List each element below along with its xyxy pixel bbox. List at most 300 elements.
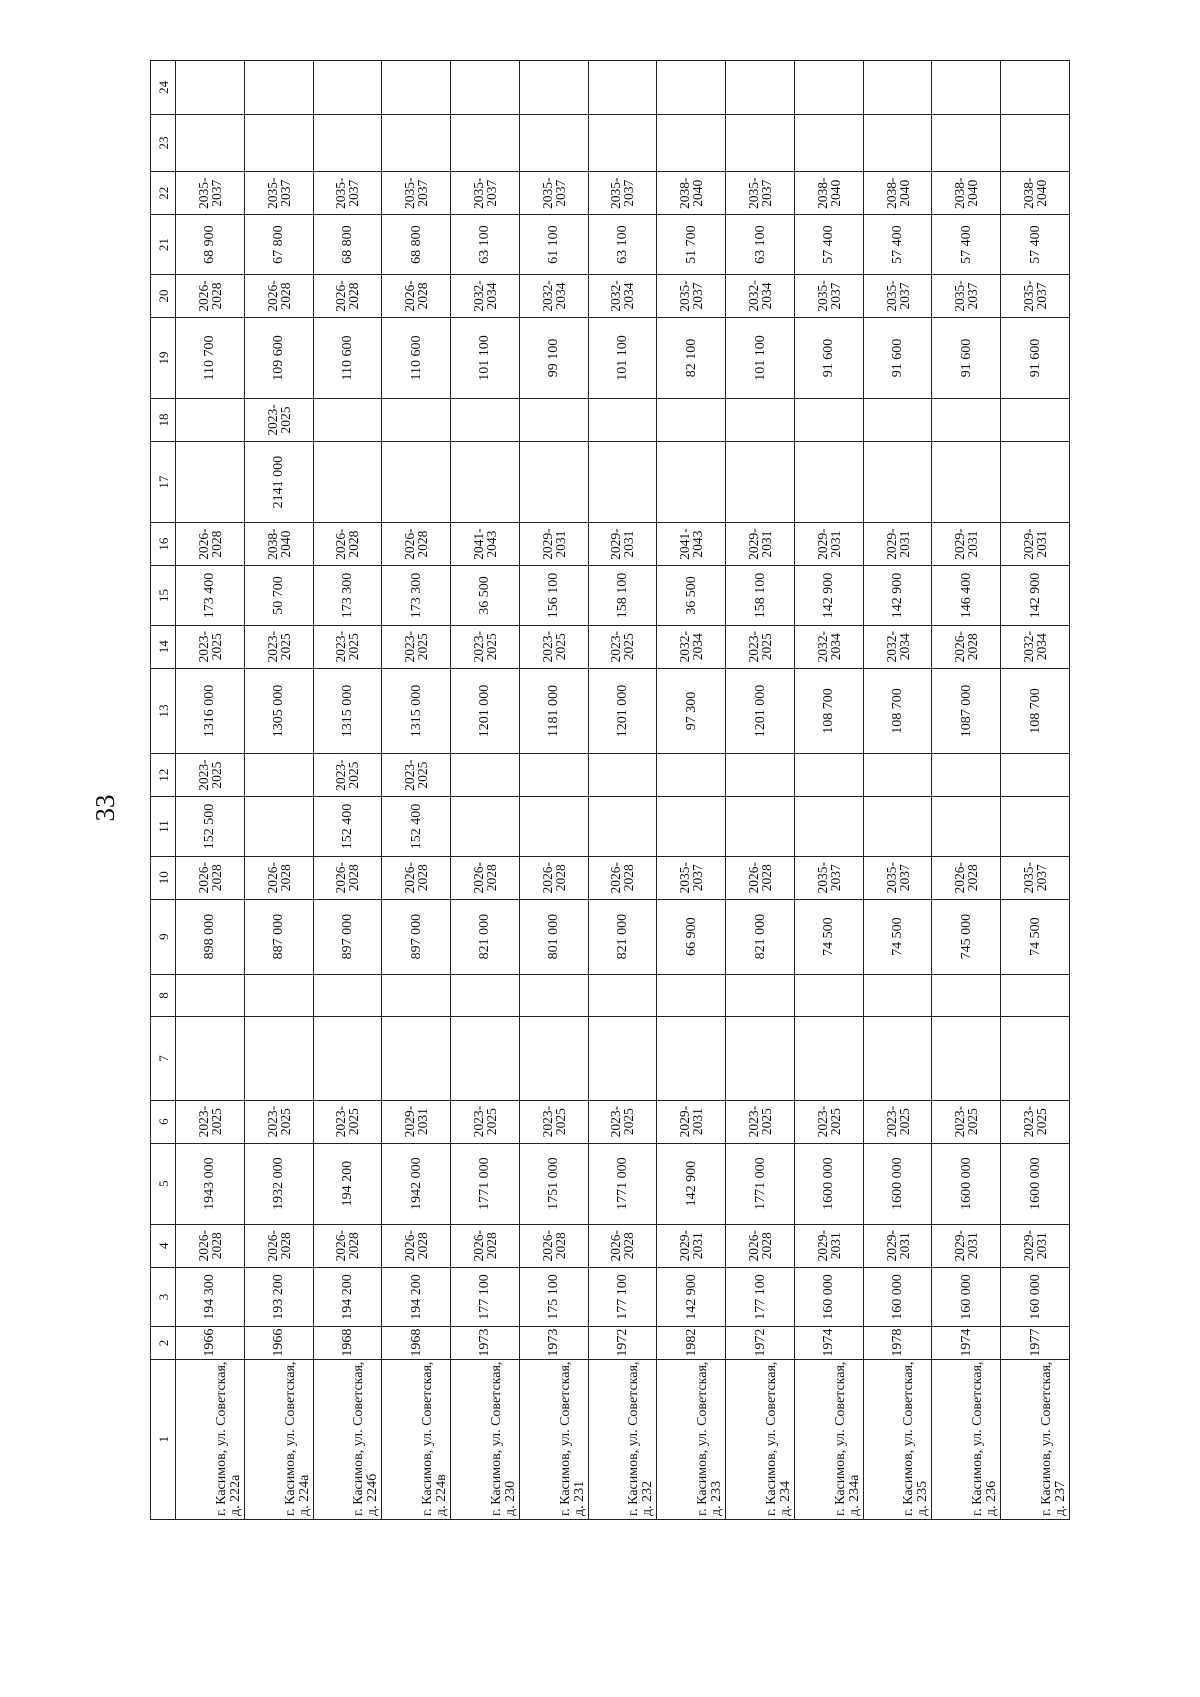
table-cell (1001, 61, 1070, 115)
table-cell: 2026-2028 (244, 856, 313, 899)
table-cell: 1973 (451, 1327, 520, 1359)
table-cell: 2023-2025 (519, 625, 588, 668)
table-cell: 2035-2037 (519, 172, 588, 215)
table-cell (863, 974, 932, 1017)
table-cell: 1315 000 (382, 668, 451, 754)
table-cell: 2029-2031 (794, 523, 863, 566)
table-cell: 108 700 (1001, 668, 1070, 754)
table-cell: 193 200 (244, 1267, 313, 1327)
table-cell (382, 974, 451, 1017)
table-cell: 175 100 (519, 1267, 588, 1327)
table-cell: 2035-2037 (932, 275, 1001, 318)
table-cell (451, 61, 520, 115)
table-cell: 2035-2037 (726, 172, 795, 215)
table-cell: 801 000 (519, 899, 588, 974)
table-cell: 2023-2025 (726, 1100, 795, 1143)
table-cell: 2026-2028 (382, 1224, 451, 1267)
table-cell (794, 974, 863, 1017)
table-cell (244, 797, 313, 857)
table-cell: 51 700 (657, 215, 726, 275)
table-cell: 1315 000 (313, 668, 382, 754)
table-cell: 2026-2028 (451, 1224, 520, 1267)
table-cell (519, 754, 588, 797)
table-cell (588, 114, 657, 172)
column-header-20: 20 (151, 275, 176, 318)
table-row (657, 61, 726, 1520)
table-cell: 110 700 (176, 317, 245, 398)
table-cell (932, 1017, 1001, 1100)
address-cell: г. Касимов, ул. Советская, д. 222а (176, 1359, 245, 1519)
column-header-14: 14 (151, 625, 176, 668)
table-cell: 2035-2037 (794, 856, 863, 899)
table-cell: 1972 (588, 1327, 657, 1359)
table-cell: 2032-2034 (588, 275, 657, 318)
table-cell: 2023-2025 (244, 625, 313, 668)
table-row (932, 61, 1001, 1520)
table-cell (451, 797, 520, 857)
table-cell: 2029-2031 (657, 1224, 726, 1267)
table-cell (451, 399, 520, 442)
table-cell: 1978 (863, 1327, 932, 1359)
table-cell (726, 754, 795, 797)
table-cell: 2041-2043 (657, 523, 726, 566)
table-cell: 1316 000 (176, 668, 245, 754)
table-cell (863, 441, 932, 522)
table-cell: 142 900 (863, 565, 932, 625)
table-cell (932, 974, 1001, 1017)
table-row (1001, 61, 1070, 1520)
table-cell (657, 114, 726, 172)
table-cell (863, 797, 932, 857)
table-cell: 2032-2034 (1001, 625, 1070, 668)
table-cell: 2029-2031 (794, 1224, 863, 1267)
table-cell (1001, 399, 1070, 442)
table-cell: 2029-2031 (519, 523, 588, 566)
table-cell: 898 000 (176, 899, 245, 974)
table-cell: 146 400 (932, 565, 1001, 625)
table-cell: 2029-2031 (726, 523, 795, 566)
table-cell: 897 000 (313, 899, 382, 974)
table-cell: 2032-2034 (794, 625, 863, 668)
table-cell: 2029-2031 (382, 1100, 451, 1143)
table-cell: 2026-2028 (588, 1224, 657, 1267)
column-header-5: 5 (151, 1143, 176, 1224)
table-cell: 1982 (657, 1327, 726, 1359)
table-cell (382, 441, 451, 522)
table-cell: 1932 000 (244, 1143, 313, 1224)
table-cell: 1973 (519, 1327, 588, 1359)
table-cell (176, 441, 245, 522)
column-header-8: 8 (151, 974, 176, 1017)
table-row (244, 61, 313, 1520)
table-cell: 110 600 (313, 317, 382, 398)
table-cell: 2026-2028 (176, 275, 245, 318)
table-cell (794, 399, 863, 442)
table-cell: 2026-2028 (932, 856, 1001, 899)
table-cell (313, 61, 382, 115)
table-cell: 2026-2028 (313, 856, 382, 899)
table-cell: 57 400 (932, 215, 1001, 275)
table-cell (588, 441, 657, 522)
table-row (451, 61, 520, 1520)
table-cell: 2023-2025 (1001, 1100, 1070, 1143)
table-cell: 108 700 (794, 668, 863, 754)
table-cell (863, 61, 932, 115)
table-cell: 67 800 (244, 215, 313, 275)
table-cell: 2035-2037 (1001, 856, 1070, 899)
table-cell (519, 441, 588, 522)
table-cell: 99 100 (519, 317, 588, 398)
table-cell: 66 900 (657, 899, 726, 974)
table-cell: 2023-2025 (382, 754, 451, 797)
table-cell: 142 900 (794, 565, 863, 625)
table-cell: 194 300 (176, 1267, 245, 1327)
table-cell (588, 754, 657, 797)
table-cell: 2026-2028 (382, 523, 451, 566)
table-cell (1001, 974, 1070, 1017)
table-cell: 36 500 (451, 565, 520, 625)
address-cell: г. Касимов, ул. Советская, д. 232 (588, 1359, 657, 1519)
table-cell: 2023-2025 (313, 1100, 382, 1143)
table-cell: 1968 (382, 1327, 451, 1359)
table-cell: 2035-2037 (244, 172, 313, 215)
table-cell: 91 600 (863, 317, 932, 398)
table-cell (1001, 441, 1070, 522)
table-cell (932, 797, 1001, 857)
table-cell: 1087 000 (932, 668, 1001, 754)
address-cell: г. Касимов, ул. Советская, д. 231 (519, 1359, 588, 1519)
table-cell: 91 600 (794, 317, 863, 398)
table-cell: 2029-2031 (1001, 1224, 1070, 1267)
table-cell (794, 441, 863, 522)
table-row (863, 61, 932, 1520)
table-cell: 1966 (176, 1327, 245, 1359)
column-header-15: 15 (151, 565, 176, 625)
column-header-12: 12 (151, 754, 176, 797)
address-cell: г. Касимов, ул. Советская, д. 237 (1001, 1359, 1070, 1519)
table-cell (1001, 114, 1070, 172)
table-cell: 2029-2031 (932, 523, 1001, 566)
table-cell: 2038-2040 (794, 172, 863, 215)
table-cell (794, 114, 863, 172)
table-cell (313, 399, 382, 442)
table-cell (176, 114, 245, 172)
table-cell: 1181 000 (519, 668, 588, 754)
table-cell: 2026-2028 (519, 856, 588, 899)
table-cell: 1943 000 (176, 1143, 245, 1224)
table-cell: 2038-2040 (932, 172, 1001, 215)
table-cell: 1600 000 (932, 1143, 1001, 1224)
table-cell (932, 61, 1001, 115)
column-header-1: 1 (151, 1359, 176, 1519)
table-cell: 142 900 (1001, 565, 1070, 625)
column-header-7: 7 (151, 1017, 176, 1100)
table-cell: 101 100 (588, 317, 657, 398)
table-cell: 2035-2037 (794, 275, 863, 318)
table-cell: 2023-2025 (176, 1100, 245, 1143)
table-cell: 74 500 (863, 899, 932, 974)
column-header-19: 19 (151, 317, 176, 398)
table-cell: 1600 000 (794, 1143, 863, 1224)
table-cell: 91 600 (1001, 317, 1070, 398)
table-cell: 2023-2025 (588, 625, 657, 668)
column-header-24: 24 (151, 61, 176, 115)
table-cell: 2029-2031 (863, 1224, 932, 1267)
table-cell: 2035-2037 (657, 275, 726, 318)
column-header-9: 9 (151, 899, 176, 974)
table-cell (726, 441, 795, 522)
table-cell (451, 754, 520, 797)
table-cell: 177 100 (451, 1267, 520, 1327)
table-cell: 2038-2040 (244, 523, 313, 566)
column-header-17: 17 (151, 441, 176, 522)
table-cell (588, 399, 657, 442)
table-cell: 2029-2031 (1001, 523, 1070, 566)
table-row (726, 61, 795, 1520)
table-cell (1001, 754, 1070, 797)
table-cell (1001, 1017, 1070, 1100)
table-cell: 2026-2028 (519, 1224, 588, 1267)
table-cell: 158 100 (588, 565, 657, 625)
table-cell (382, 114, 451, 172)
table-cell: 897 000 (382, 899, 451, 974)
column-header-13: 13 (151, 668, 176, 754)
table-cell: 142 900 (657, 1267, 726, 1327)
table-cell: 2035-2037 (863, 275, 932, 318)
table-cell: 2023-2025 (519, 1100, 588, 1143)
column-header-21: 21 (151, 215, 176, 275)
address-cell: г. Касимов, ул. Советская, д. 234 (726, 1359, 795, 1519)
table-cell (932, 754, 1001, 797)
table-cell: 61 100 (519, 215, 588, 275)
table-cell (382, 61, 451, 115)
table-cell: 2026-2028 (313, 1224, 382, 1267)
table-cell: 2038-2040 (657, 172, 726, 215)
table-cell: 160 000 (794, 1267, 863, 1327)
table-cell: 2035-2037 (176, 172, 245, 215)
table-cell: 1771 000 (451, 1143, 520, 1224)
table-cell (863, 754, 932, 797)
table-cell: 74 500 (794, 899, 863, 974)
table-cell (863, 1017, 932, 1100)
table-cell: 1974 (932, 1327, 1001, 1359)
table-cell: 2023-2025 (176, 754, 245, 797)
table-cell: 2023-2025 (313, 625, 382, 668)
table-cell: 2035-2037 (451, 172, 520, 215)
table-row (794, 61, 863, 1520)
table-cell: 63 100 (726, 215, 795, 275)
table-cell: 2035-2037 (1001, 275, 1070, 318)
table-cell: 142 900 (657, 1143, 726, 1224)
table-cell: 156 100 (519, 565, 588, 625)
table-cell (726, 797, 795, 857)
table-cell: 2026-2028 (588, 856, 657, 899)
table-cell: 2026-2028 (244, 1224, 313, 1267)
table-cell: 82 100 (657, 317, 726, 398)
table-row (519, 61, 588, 1520)
table-cell: 2026-2028 (244, 275, 313, 318)
table-cell (588, 1017, 657, 1100)
table-cell: 2023-2025 (932, 1100, 1001, 1143)
table-cell: 1977 (1001, 1327, 1070, 1359)
table-cell (657, 797, 726, 857)
table-cell: 2032-2034 (863, 625, 932, 668)
column-header-16: 16 (151, 523, 176, 566)
table-cell: 2035-2037 (657, 856, 726, 899)
table-cell: 745 000 (932, 899, 1001, 974)
address-cell: г. Касимов, ул. Советская, д. 236 (932, 1359, 1001, 1519)
table-cell (932, 399, 1001, 442)
table-cell: 1771 000 (726, 1143, 795, 1224)
table-cell (794, 797, 863, 857)
table-cell: 2023-2025 (451, 625, 520, 668)
table-cell: 101 100 (451, 317, 520, 398)
table-cell: 74 500 (1001, 899, 1070, 974)
table-cell: 101 100 (726, 317, 795, 398)
table-cell (451, 441, 520, 522)
table-cell: 194 200 (313, 1267, 382, 1327)
table-cell (176, 61, 245, 115)
table-cell: 160 000 (863, 1267, 932, 1327)
table-cell (176, 974, 245, 1017)
table-cell: 2035-2037 (588, 172, 657, 215)
table-cell (244, 114, 313, 172)
table-cell (313, 974, 382, 1017)
column-header-4: 4 (151, 1224, 176, 1267)
table-cell: 1600 000 (863, 1143, 932, 1224)
table-cell: 2041-2043 (451, 523, 520, 566)
table-cell (657, 974, 726, 1017)
table-cell (313, 1017, 382, 1100)
table-cell (726, 114, 795, 172)
table-cell: 821 000 (451, 899, 520, 974)
table-cell: 152 400 (382, 797, 451, 857)
table-cell (657, 754, 726, 797)
table-row (382, 61, 451, 1520)
table-cell (451, 114, 520, 172)
table-cell: 68 800 (382, 215, 451, 275)
table-cell (657, 441, 726, 522)
table-cell: 2023-2025 (382, 625, 451, 668)
table-cell: 2026-2028 (176, 856, 245, 899)
table-cell (863, 399, 932, 442)
address-cell: г. Касимов, ул. Советская, д. 224а (244, 1359, 313, 1519)
table-cell: 2035-2037 (863, 856, 932, 899)
table-cell (176, 399, 245, 442)
table-cell: 1966 (244, 1327, 313, 1359)
table-cell: 1972 (726, 1327, 795, 1359)
table-cell (726, 61, 795, 115)
table-cell (519, 114, 588, 172)
table-row (313, 61, 382, 1520)
address-cell: г. Касимов, ул. Советская, д. 233 (657, 1359, 726, 1519)
table-cell: 152 400 (313, 797, 382, 857)
table-cell: 91 600 (932, 317, 1001, 398)
table-cell: 177 100 (588, 1267, 657, 1327)
table-cell (244, 61, 313, 115)
table-cell: 2029-2031 (657, 1100, 726, 1143)
table-cell: 2026-2028 (382, 856, 451, 899)
table-cell (519, 61, 588, 115)
table-cell: 2035-2037 (382, 172, 451, 215)
table-cell: 2026-2028 (313, 275, 382, 318)
table-cell (726, 399, 795, 442)
table-cell: 2023-2025 (176, 625, 245, 668)
column-header-6: 6 (151, 1100, 176, 1143)
table-cell (382, 1017, 451, 1100)
table-cell (932, 441, 1001, 522)
table-cell: 194 200 (313, 1143, 382, 1224)
data-table (150, 60, 1070, 1520)
table-cell (863, 114, 932, 172)
table-cell (726, 974, 795, 1017)
table-row (588, 61, 657, 1520)
table-cell (588, 797, 657, 857)
column-header-22: 22 (151, 172, 176, 215)
table-cell (657, 399, 726, 442)
column-header-3: 3 (151, 1267, 176, 1327)
table-cell (519, 1017, 588, 1100)
table-cell: 2023-2025 (244, 1100, 313, 1143)
table-cell: 2026-2028 (313, 523, 382, 566)
table-cell: 173 400 (176, 565, 245, 625)
table-cell: 2023-2025 (794, 1100, 863, 1143)
table-cell: 1968 (313, 1327, 382, 1359)
table-cell: 160 000 (932, 1267, 1001, 1327)
table-cell (794, 61, 863, 115)
table-cell: 1942 000 (382, 1143, 451, 1224)
table-cell (244, 1017, 313, 1100)
table-cell (451, 974, 520, 1017)
table-cell: 2032-2034 (519, 275, 588, 318)
table-cell: 68 800 (313, 215, 382, 275)
table-cell: 108 700 (863, 668, 932, 754)
table-cell: 2026-2028 (382, 275, 451, 318)
table-cell (176, 1017, 245, 1100)
table-cell: 109 600 (244, 317, 313, 398)
table-cell: 2032-2034 (726, 275, 795, 318)
table-cell: 1201 000 (451, 668, 520, 754)
table-cell: 110 600 (382, 317, 451, 398)
table-cell: 2026-2028 (176, 1224, 245, 1267)
table-cell: 2141 000 (244, 441, 313, 522)
table-cell: 2038-2040 (1001, 172, 1070, 215)
table-cell: 2023-2025 (588, 1100, 657, 1143)
table-cell: 2035-2037 (313, 172, 382, 215)
table-cell: 2023-2025 (726, 625, 795, 668)
address-cell: г. Касимов, ул. Советская, д. 230 (451, 1359, 520, 1519)
table-cell (794, 754, 863, 797)
table-cell: 63 100 (451, 215, 520, 275)
table-cell (244, 974, 313, 1017)
table-cell: 63 100 (588, 215, 657, 275)
table-cell (519, 974, 588, 1017)
table-cell (244, 754, 313, 797)
column-header-23: 23 (151, 114, 176, 172)
table-cell: 2023-2025 (244, 399, 313, 442)
table-cell (451, 1017, 520, 1100)
table-cell: 1974 (794, 1327, 863, 1359)
table-cell (519, 399, 588, 442)
table-cell: 160 000 (1001, 1267, 1070, 1327)
table-cell: 50 700 (244, 565, 313, 625)
table-body (176, 61, 1070, 1520)
table-cell: 1751 000 (519, 1143, 588, 1224)
table-cell (794, 1017, 863, 1100)
table-cell: 2026-2028 (726, 856, 795, 899)
table-cell: 1201 000 (726, 668, 795, 754)
table-cell: 1771 000 (588, 1143, 657, 1224)
